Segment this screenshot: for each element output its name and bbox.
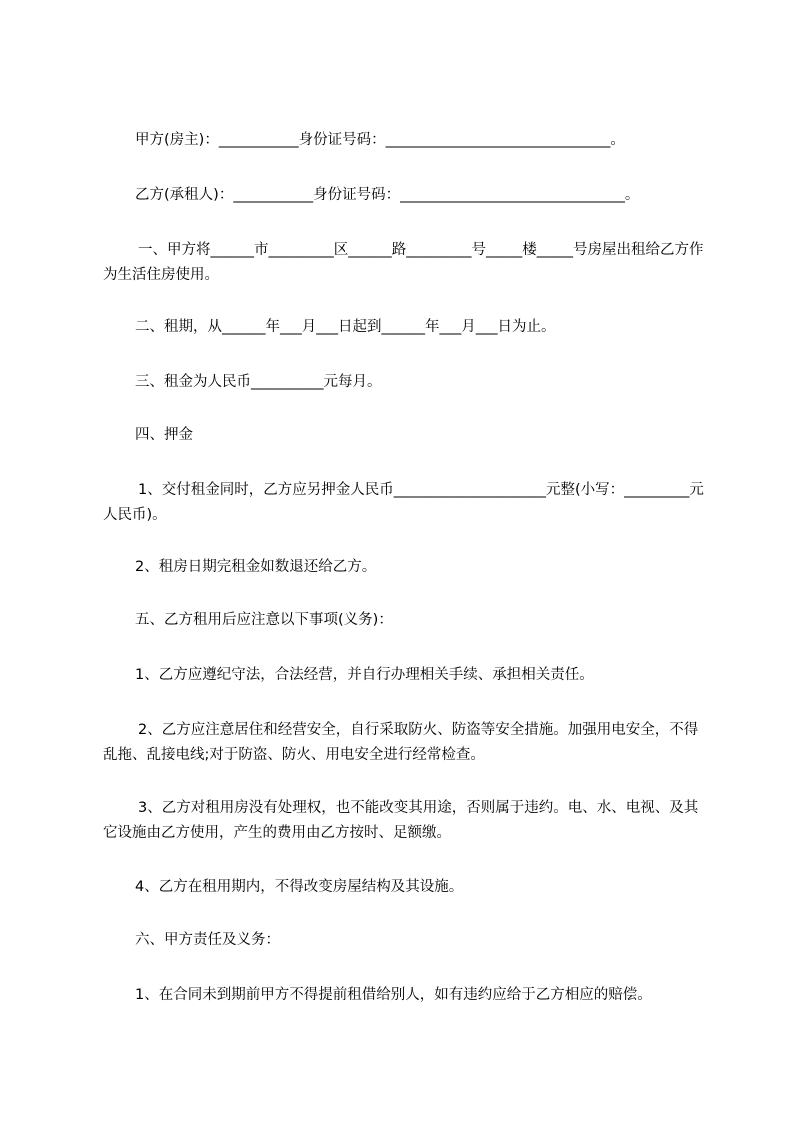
clause-5-4: 4、乙方在租用期内，不得改变房屋结构及其设施。 — [135, 879, 464, 895]
clause-5-2: 2、乙方应注意居住和经营安全，自行采取防火、防盗等安全措施。加强用电安全，不得乱拖、乱接电线;对于防盗、防火、用电安全进行经常检查。 — [103, 722, 699, 763]
clause-1-premises: 一、甲方将______市_________区______路_________号_____楼_____号房屋出租给乙方作为生活住房使用。 — [103, 242, 704, 283]
clause-4-1: 1、交付租金同时，乙方应另押金人民币_____________________元整(小写：_________元人民币)。 — [103, 482, 704, 523]
clause-5-heading: 五、乙方租用后应注意以下事项(义务)： — [135, 612, 393, 628]
clause-4-deposit-heading: 四、押金 — [135, 427, 193, 443]
clause-2-term: 二、租期，从______年___月___日起到______年___月___日为止。 — [135, 319, 556, 335]
clause-6-heading: 六、甲方责任及义务： — [135, 932, 280, 948]
clause-6-1: 1、在合同未到期前甲方不得提前租借给别人，如有违约应给于乙方相应的赔偿。 — [135, 987, 652, 1003]
clause-4-2: 2、租房日期完租金如数退还给乙方。 — [135, 559, 377, 575]
clause-5-1: 1、乙方应遵纪守法，合法经营，并自行办理相关手续、承担相关责任。 — [135, 667, 594, 683]
party-b-line: 乙方(承租人)：___________身份证号码：_______________________________。 — [135, 187, 640, 203]
clause-3-rent: 三、租金为人民币__________元每月。 — [135, 374, 382, 390]
clause-5-3: 3、乙方对租用房没有处理权，也不能改变其用途，否则属于违约。电、水、电视、及其它设施由乙方使用，产生的费用由乙方按时、足额缴。 — [103, 800, 699, 841]
party-a-line: 甲方(房主)：___________身份证号码：_______________________________。 — [135, 132, 625, 148]
